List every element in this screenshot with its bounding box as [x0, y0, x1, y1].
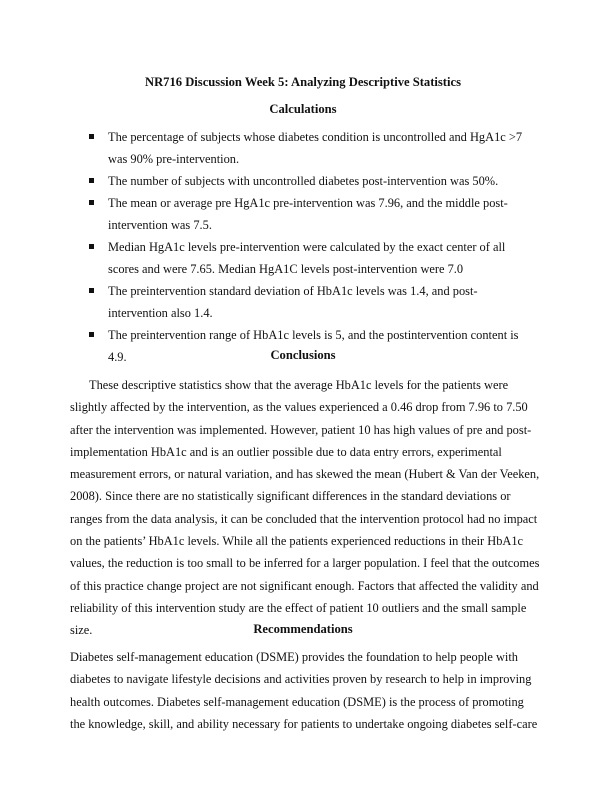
- square-bullet-icon: [89, 178, 94, 183]
- list-item-text: Median HgA1c levels pre-intervention were calculated by the exact center of all scores and were 7.65. Median HgA1C levels post-intervention were 7.0: [108, 240, 506, 276]
- square-bullet-icon: [89, 332, 94, 337]
- list-item-text: The percentage of subjects whose diabetes condition is uncontrolled and HgA1c >7 was 90% pre-intervention.: [108, 130, 523, 166]
- square-bullet-icon: [89, 134, 94, 139]
- list-item: [89, 280, 531, 324]
- list-item-text: The mean or average pre HgA1c pre-intervention was 7.96, and the middle post-intervention was 7.5.: [108, 196, 508, 232]
- list-item-text: The preintervention standard deviation of HbA1c levels was 1.4, and post-intervention also 1.4.: [108, 284, 478, 320]
- list-item-text: The number of subjects with uncontrolled diabetes post-intervention was 50%.: [108, 174, 499, 188]
- square-bullet-icon: [89, 288, 94, 293]
- list-item: [89, 126, 531, 170]
- calculations-list: [89, 126, 531, 368]
- calculations-heading: Calculations: [269, 102, 337, 116]
- list-item: [89, 192, 531, 236]
- conclusions-heading: Conclusions: [270, 348, 336, 362]
- list-item: [89, 170, 531, 192]
- recommendations-heading: Recommendations: [253, 622, 353, 636]
- square-bullet-icon: [89, 244, 94, 249]
- conclusions-paragraph: These descriptive statistics show that the average HbA1c levels for the patients were slightly affected by the intervention, as the values experienced a 0.46 drop from 7.96 to 7.50 after the intervention was implemented. However, patient 10 has high values of pre and post-implementation HbA1c and is an outlier possible due to data entry errors, experimental measurement errors, or natural variation, and has skewed the mean (Hubert & Van der Veeken, 2008). Since there are no statistically significant differences in the standard deviations or ranges from the data analysis, it can be concluded that the intervention protocol had no impact on the patients’ HbA1c levels. While all the patients experienced reductions in their HbA1c values, the reduction is too small to be inferred for a larger population. I feel that the outcomes of this practice change project are not significant enough. Factors that affected the validity and reliability of this intervention study are the effect of patient 10 outliers and the small sample size.: [70, 378, 540, 638]
- list-item: [89, 236, 531, 280]
- document-title: NR716 Discussion Week 5: Analyzing Descriptive Statistics: [144, 75, 461, 89]
- recommendations-paragraph: Diabetes self-management education (DSME) provides the foundation to help people with diabetes to navigate lifestyle decisions and activities proven by research to help in improving health outcomes. Diabetes self-management education (DSME) is the process of promoting the knowledge, skill, and ability necessary for patients to undertake ongoing diabetes self-care: [70, 650, 538, 731]
- square-bullet-icon: [89, 200, 94, 205]
- list-item-text: The preintervention range of HbA1c levels is 5, and the postintervention content is 4.9.: [108, 328, 519, 364]
